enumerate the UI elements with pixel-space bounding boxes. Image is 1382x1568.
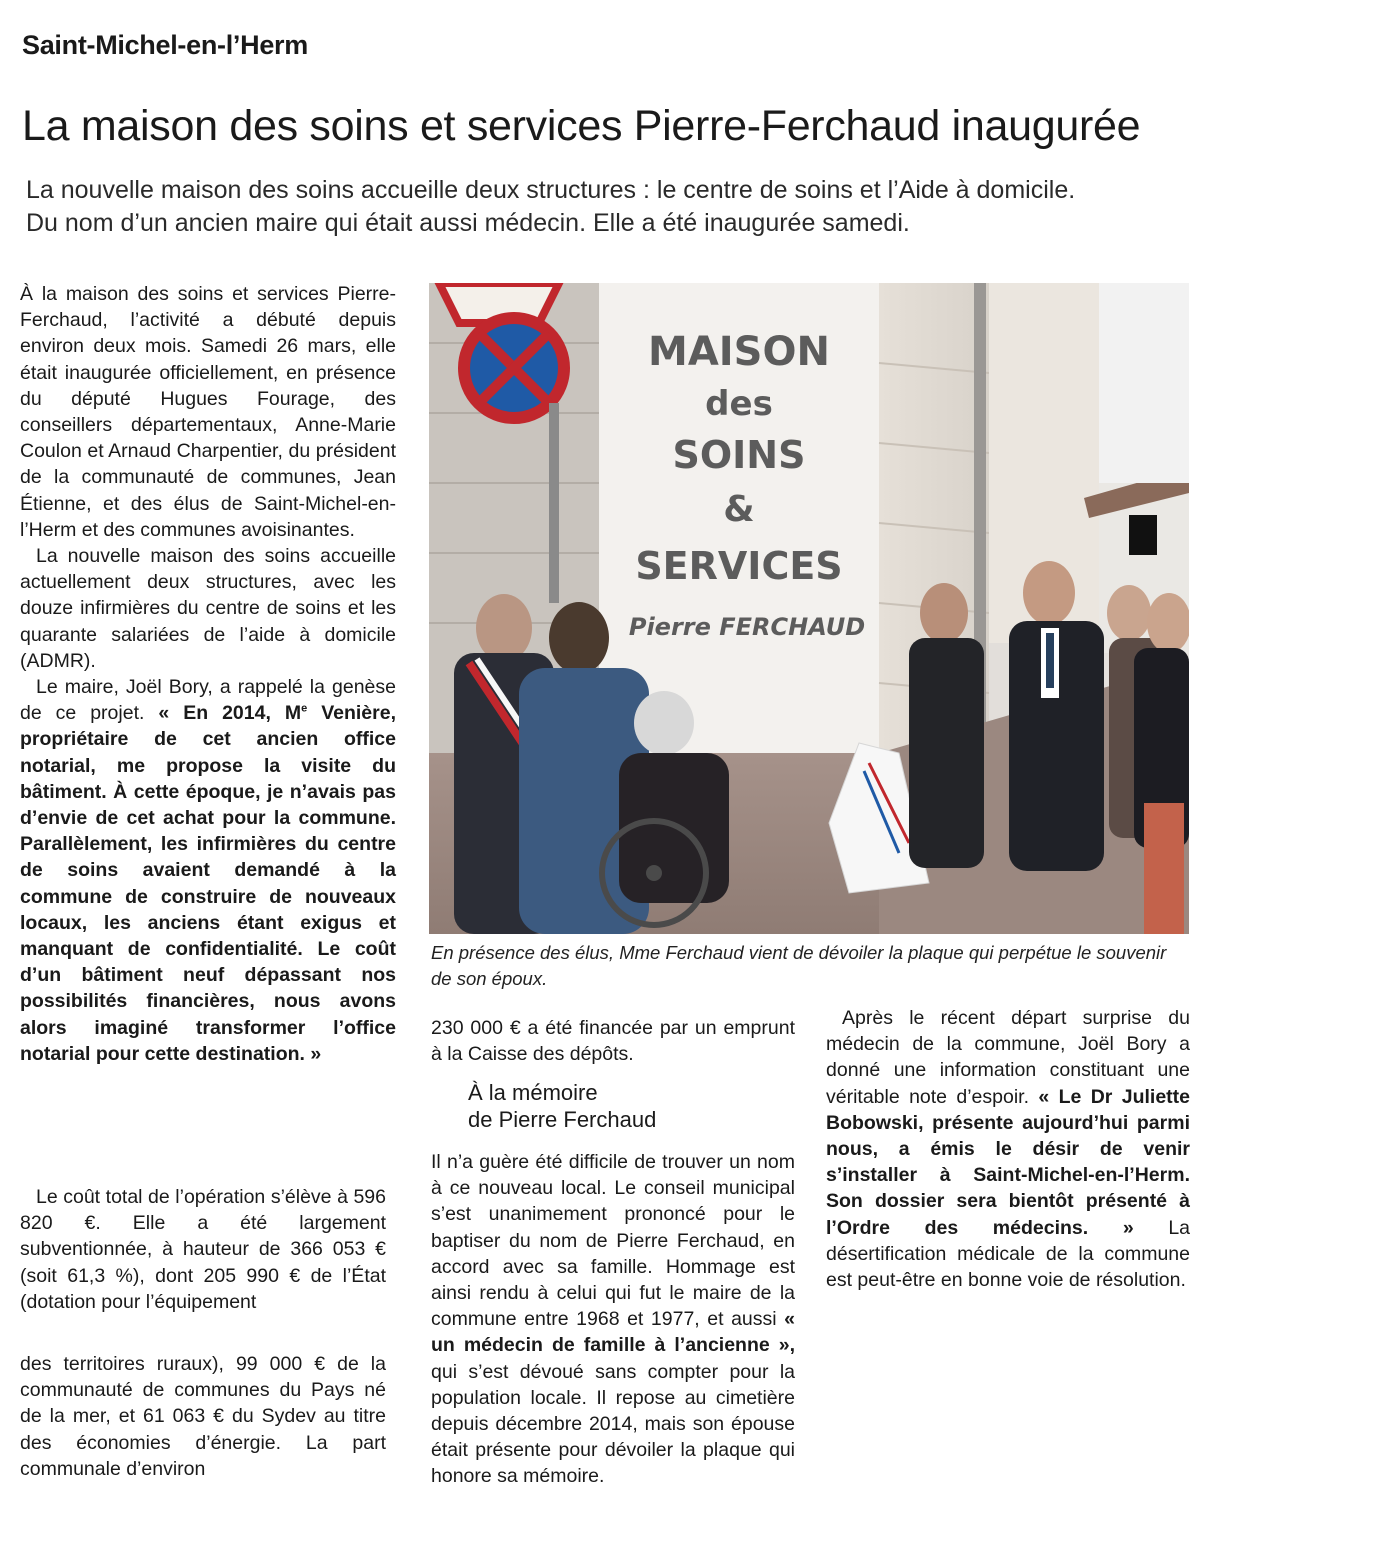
doctor-quote: « un médecin de famille à l’ancienne », xyxy=(431,1308,796,1357)
paragraph-new-doctor: Après le récent départ surprise du médecin de la commune, Joël Bory a donné une information constituant une véritable note d’espoir. « Le Dr Juliette Bobowski, présente aujourd’hui parmi nous, a émis le désir de venir s’installer à Saint-Michel-en-l’Herm. Son dossier sera bientôt présenté à l’Ordre des médecins. » La désertification médicale de la commune est peut-être en bonne voie de résolution. xyxy=(826,1007,1191,1292)
mayor-intro-text: Le maire, Joël Bory, a rappelé la genèse de ce projet. xyxy=(20,676,396,725)
new-doctor-quote: « Le Dr Juliette Bobowski, présente aujourd’hui parmi nous, a émis le désir de venir s’installer à Saint-Michel-en-l’Herm. Son dossier sera bientôt présenté à l’Ordre des médecins. » xyxy=(826,1085,1191,1239)
column-2-top xyxy=(431,1015,795,1067)
paragraph-intro: À la maison des soins et services Pierre-Ferchaud, l’activité a débuté depuis environ deux mois. Samedi 26 mars, elle était inaugurée officiellement, en présence du député Hugues Fourage, des conseillers départementaux, Anne-Marie Coulon et Arnaud Charpentier, du président de la communauté de communes, Jean Étienne, et des élus de Saint-Michel-en-l’Herm et des communes avoisinantes. xyxy=(20,283,396,541)
subhead-line-1: À la mémoire xyxy=(468,1080,598,1105)
section-kicker: Saint-Michel-en-l’Herm xyxy=(22,30,308,60)
sign-text-ampersand: & xyxy=(723,489,755,530)
paragraph-mayor-quote xyxy=(20,674,396,1067)
sign-text-name: Pierre FERCHAUD xyxy=(628,613,866,641)
section-subhead xyxy=(468,1079,788,1133)
column-3 xyxy=(826,1005,1190,1293)
subhead-line-2: de Pierre Ferchaud xyxy=(468,1107,657,1132)
paragraph-cost-continued: des territoires ruraux), 99 000 € de la communauté de communes du Pays né de la mer, et 61 063 € du Sydev au titre des économies d’énergie. La part communale d’environ xyxy=(20,1353,386,1480)
paragraph-loan: 230 000 € a été financée par un emprunt à la Caisse des dépôts. xyxy=(431,1017,795,1066)
mayor-quote: « En 2014, Me Venière, propriétaire de cet ancien office notarial, me propose la visite du bâtiment. À cette époque, je n’avais pas d’envie de cet achat pour la commune. Parallèlement, les infirmières du centre de soins avaient demandé à la commune de construire de nouveaux locaux, les anciens étant exigus et manquant de confidentialité. Le coût d’un bâtiment neuf dépassant nos possibilités financières, nous avons alors imaginé transformer l’office notarial pour cette destination. » xyxy=(20,702,396,1065)
paragraph-cost: Le coût total de l’opération s’élève à 596 820 €. Elle a été largement subventionnée, à hauteur de 366 053 € (soit 61,3 %), dont 205 990 € de l’État (dotation pour l’équipement xyxy=(20,1186,386,1313)
column-1-bottom xyxy=(20,1351,386,1482)
article-deck-line-2: Du nom d’un ancien maire qui était aussi médecin. Elle a été inaugurée samedi. xyxy=(26,209,910,237)
paragraph-memory: Il n’a guère été difficile de trouver un nom à ce nouveau local. Le conseil municipal s’est unanimement prononcé pour le baptiser du nom de Pierre Ferchaud, en accord avec sa famille. Hommage est ainsi rendu à celui qui fut le maire de la commune entre 1968 et 1977, et aussi « un médecin de famille à l’ancienne », qui s’est dévoué sans compter pour la population locale. Il repose au cimetière depuis décembre 2014, mais son épouse était présente pour dévoiler la plaque qui honore sa mémoire. xyxy=(431,1151,796,1488)
article-headline: La maison des soins et services Pierre-Ferchaud inaugurée xyxy=(22,102,1141,150)
article-deck-line-1: La nouvelle maison des soins accueille deux structures : le centre de soins et l’Aide à domicile. xyxy=(26,176,1076,204)
photo-caption: En présence des élus, Mme Ferchaud vient de dévoiler la plaque qui perpétue le souvenir de son époux. xyxy=(431,942,1167,989)
sign-text-des: des xyxy=(705,384,773,424)
column-2-bottom xyxy=(431,1149,795,1490)
sign-text-maison: MAISON xyxy=(648,329,830,375)
inauguration-photo xyxy=(429,283,1189,934)
sign-text-services: SERVICES xyxy=(635,544,843,588)
sign-text-soins: SOINS xyxy=(672,433,806,477)
column-1-top xyxy=(20,281,396,1067)
paragraph-structures: La nouvelle maison des soins accueille actuellement deux structures, avec les douze infirmières du centre de soins et les quarante salariées de l’aide à domicile (ADMR). xyxy=(20,545,396,672)
column-1-middle xyxy=(20,1184,386,1315)
